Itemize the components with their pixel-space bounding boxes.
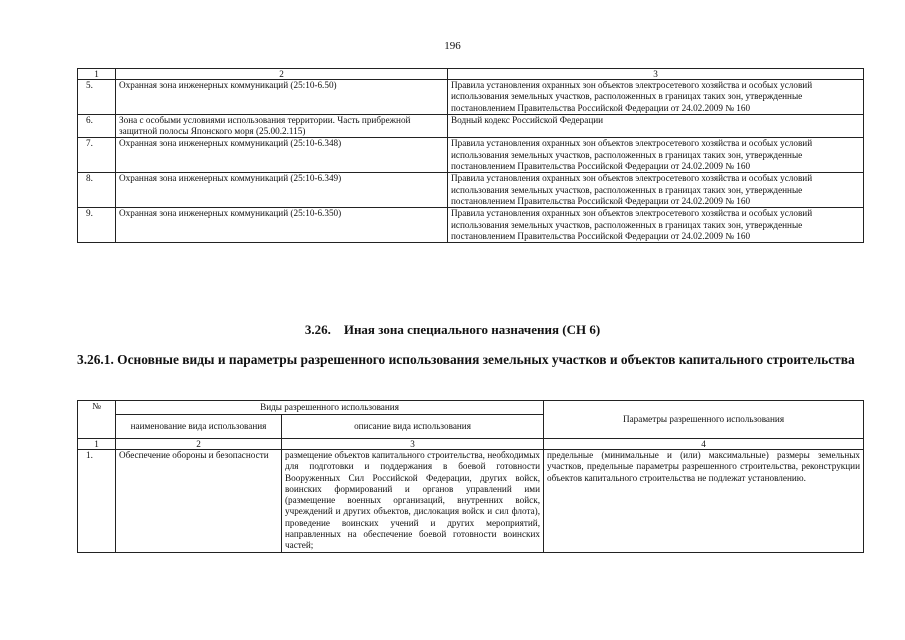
col-number-header: №	[78, 401, 116, 439]
row-number: 1.	[78, 450, 116, 553]
header-cell: 3	[448, 69, 864, 80]
row-number: 6.	[78, 114, 116, 138]
table-row	[78, 138, 864, 173]
index-cell: 2	[116, 439, 282, 450]
legal-document: Водный кодекс Российской Федерации	[448, 114, 864, 138]
use-parameters: предельные (минимальные и (или) максимальные) размеры земельных участков, предельные параметры разрешенного строительства, реконструкции объектов капитального строительства не подлежат установлению.	[544, 450, 864, 553]
zones-table	[77, 68, 864, 243]
group-header: Виды разрешенного использования	[116, 401, 544, 415]
table-row	[78, 114, 864, 138]
table-header-row	[78, 401, 864, 415]
table-row	[78, 450, 864, 553]
use-description: размещение объектов капитального строительства, необходимых для подготовки и поддержания в боевой готовности Вооруженных Сил Российской Федерации, других войск, воинских формирований и органов управлений ими (размещение военных организаций, внутренних войск, учреждений и других объектов, дислокация войск и сил флота), проведение воинских учений и других мероприятий, направленных на обеспечение боевой готовности воинских частей;	[282, 450, 544, 553]
header-cell: 1	[78, 69, 116, 80]
legal-document: Правила установления охранных зон объектов электросетевого хозяйства и особых условий использования земельных участков, расположенных в границах таких зон, утвержденные постановлением Правительства Российской Федерации от 24.02.2009 № 160	[448, 173, 864, 208]
row-number: 8.	[78, 173, 116, 208]
table-header-row	[78, 69, 864, 80]
index-cell: 1	[78, 439, 116, 450]
table-row	[78, 80, 864, 115]
params-header: Параметры разрешенного использования	[544, 401, 864, 439]
zone-name: Охранная зона инженерных коммуникаций (25:10-6.348)	[116, 138, 448, 173]
desc-subheader: описание вида использования	[282, 415, 544, 439]
use-name: Обеспечение обороны и безопасности	[116, 450, 282, 553]
table-row	[78, 173, 864, 208]
header-cell: 2	[116, 69, 448, 80]
subsection-title: 3.26.1. Основные виды и параметры разрешенного использования земельных участков и объектов капитального строительства	[77, 352, 855, 367]
permitted-use-table	[77, 400, 864, 553]
page-number: 196	[444, 40, 461, 52]
index-cell: 3	[282, 439, 544, 450]
index-cell: 4	[544, 439, 864, 450]
legal-document: Правила установления охранных зон объектов электросетевого хозяйства и особых условий использования земельных участков, расположенных в границах таких зон, утвержденные постановлением Правительства Российской Федерации от 24.02.2009 № 160	[448, 208, 864, 243]
zone-name: Охранная зона инженерных коммуникаций (25:10-6.350)	[116, 208, 448, 243]
zone-name: Охранная зона инженерных коммуникаций (25:10-6.349)	[116, 173, 448, 208]
legal-document: Правила установления охранных зон объектов электросетевого хозяйства и особых условий использования земельных участков, расположенных в границах таких зон, утвержденные постановлением Правительства Российской Федерации от 24.02.2009 № 160	[448, 138, 864, 173]
table-row	[78, 208, 864, 243]
row-number: 9.	[78, 208, 116, 243]
index-row	[78, 439, 864, 450]
zone-name: Зона с особыми условиями использования территории. Часть прибрежной защитной полосы Японского моря (25.00.2.115)	[116, 114, 448, 138]
section-title: 3.26. Иная зона специального назначения (СН 6)	[304, 322, 601, 337]
row-number: 7.	[78, 138, 116, 173]
zone-name: Охранная зона инженерных коммуникаций (25:10-6.50)	[116, 80, 448, 115]
legal-document: Правила установления охранных зон объектов электросетевого хозяйства и особых условий использования земельных участков, расположенных в границах таких зон, утвержденные постановлением Правительства Российской Федерации от 24.02.2009 № 160	[448, 80, 864, 115]
row-number: 5.	[78, 80, 116, 115]
name-subheader: наименование вида использования	[116, 415, 282, 439]
